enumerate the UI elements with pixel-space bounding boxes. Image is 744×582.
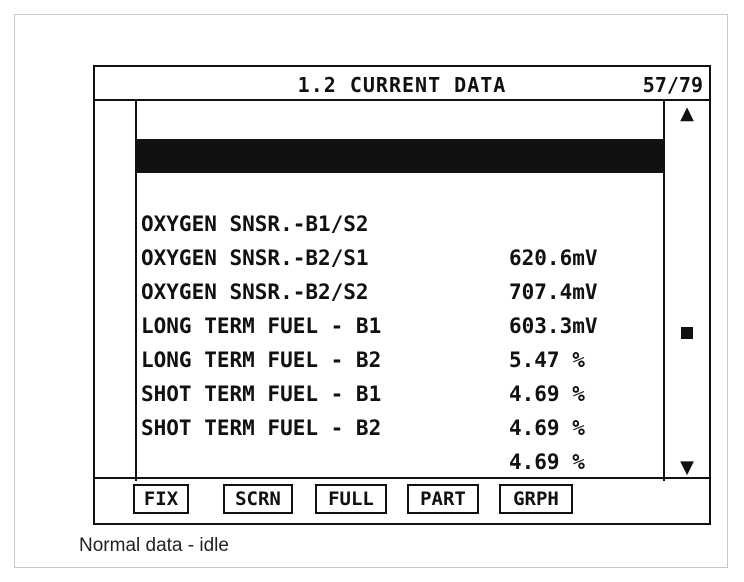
- row-label: OXYGEN SNSR.-B1/S1: [141, 178, 369, 202]
- row-label: OXYGEN SNSR.-B2/S2: [141, 280, 369, 304]
- data-row[interactable]: [137, 377, 665, 474]
- row-value: 585.9mV: [509, 212, 598, 236]
- scrn-button[interactable]: SCRN: [223, 484, 293, 514]
- row-label: OXYGEN SNSR.-B1/S2: [141, 212, 369, 236]
- row-value: 620.6mV: [509, 246, 598, 270]
- scroll-thumb[interactable]: [665, 324, 709, 343]
- row-value: 4.69 %: [509, 450, 585, 474]
- row-label: SHOT TERM FUEL - B1: [141, 382, 382, 406]
- row-label: SHOT TERM FUEL - B2: [141, 416, 382, 440]
- figure-frame: [14, 14, 728, 568]
- scroll-up-icon[interactable]: ▲: [680, 103, 694, 124]
- screen-header: [95, 67, 709, 101]
- row-label: LONG TERM FUEL - B1: [141, 314, 382, 338]
- row-value: 603.3mV: [509, 314, 598, 338]
- row-value: 707.4mV: [509, 280, 598, 304]
- full-button[interactable]: FULL: [315, 484, 387, 514]
- row-label: OXYGEN SNSR.-B2/S1: [141, 246, 369, 270]
- scroll-down-icon[interactable]: ▼: [680, 457, 694, 478]
- row-value: 5.47 %: [509, 348, 585, 372]
- row-value: 4.69 %: [509, 382, 585, 406]
- scan-tool-screen: [93, 65, 711, 525]
- function-key-bar: [95, 477, 709, 523]
- part-button[interactable]: PART: [407, 484, 479, 514]
- figure-caption: Normal data - idle: [79, 535, 229, 556]
- page-counter: 57/79: [642, 73, 703, 97]
- scrollbar[interactable]: [663, 101, 709, 481]
- grph-button[interactable]: GRPH: [499, 484, 573, 514]
- page-title: 1.2 CURRENT DATA: [297, 73, 507, 97]
- fix-button[interactable]: FIX: [133, 484, 189, 514]
- data-list: [137, 139, 665, 474]
- left-gutter: [95, 101, 137, 481]
- row-value: 4.69 %: [509, 416, 585, 440]
- row-label: LONG TERM FUEL - B2: [141, 348, 382, 372]
- scroll-thumb-icon: [681, 327, 693, 339]
